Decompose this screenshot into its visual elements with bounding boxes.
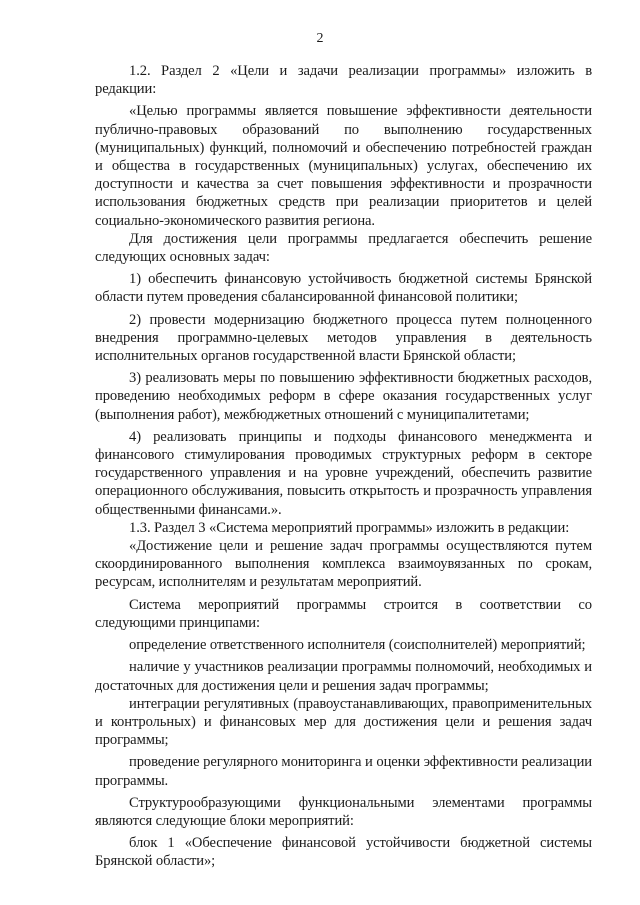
paragraph-program-goal: «Целью программы является повышение эффективности деятельности публично-правовых образований по выполнению государственных (муниципальных) функций, полномочий и обеспечению потребностей граждан и общества в государственных (муниципальных) услугах, обеспечению их доступности и качества за счет повышения эффективности и прозрачности использования бюджетных средств при реализации приоритетов и целей социально-экономического развития региона. [95,103,592,229]
list-item-task-3: 3) реализовать меры по повышению эффективности бюджетных расходов, проведению необходимых реформ в сфере оказания государственных услуг (выполнения работ), межбюджетных отношений с муниципалитетами; [95,370,592,423]
list-item-principle-4: проведение регулярного мониторинга и оценки эффективности реализации программы. [95,754,592,789]
paragraph-section-2-amendment: 1.2. Раздел 2 «Цели и задачи реализации программы» изложить в редакции: [95,63,592,98]
paragraph-tasks-intro: Для достижения цели программы предлагается обеспечить решение следующих основных задач: [95,230,592,266]
list-item-task-1: 1) обеспечить финансовую устойчивость бюджетной системы Брянской области путем проведения сбалансированной финансовой политики; [95,271,592,306]
list-item-principle-2: наличие у участников реализации программы полномочий, необходимых и достаточных для достижения цели и решения задач программы; [95,659,592,694]
page-number: 2 [316,31,324,46]
paragraph-blocks-intro: Структурообразующими функциональными элементами программы являются следующие блоки мероприятий: [95,794,592,829]
list-item-block-1: блок 1 «Обеспечение финансовой устойчивости бюджетной системы Брянской области»; [95,835,592,870]
paragraph-activities-approach: «Достижение цели и решение задач программы осуществляются путем скоординированного выполнения комплекса взаимоувязанных по срокам, ресурсам, исполнителям и результатам мероприятий. [95,538,592,591]
list-item-task-4: 4) реализовать принципы и подходы финансового менеджмента и финансового стимулирования проводимых структурных реформ в секторе государственного управления и на уровне учреждений, обеспечить развитие операционного обслуживания, повысить открытость и прозрачность управления общественными финансами.». [95,428,592,518]
paragraph-section-3-amendment: 1.3. Раздел 3 «Система мероприятий программы» изложить в редакции: [129,519,570,536]
paragraph-principles-intro: Система мероприятий программы строится в соответствии со следующими принципами: [95,596,592,631]
list-item-task-2: 2) провести модернизацию бюджетного процесса путем полноценного внедрения программно-целевых методов управления в деятельность исполнительных органов государственной власти Брянской области; [95,311,592,365]
list-item-principle-3: интеграции регулятивных (правоустанавливающих, правоприменительных и контрольных) и финансовых мер для достижения цели и решения задач программы; [95,695,592,749]
list-item-principle-1: определение ответственного исполнителя (соисполнителей) мероприятий; [129,637,586,654]
document-body [95,62,592,871]
